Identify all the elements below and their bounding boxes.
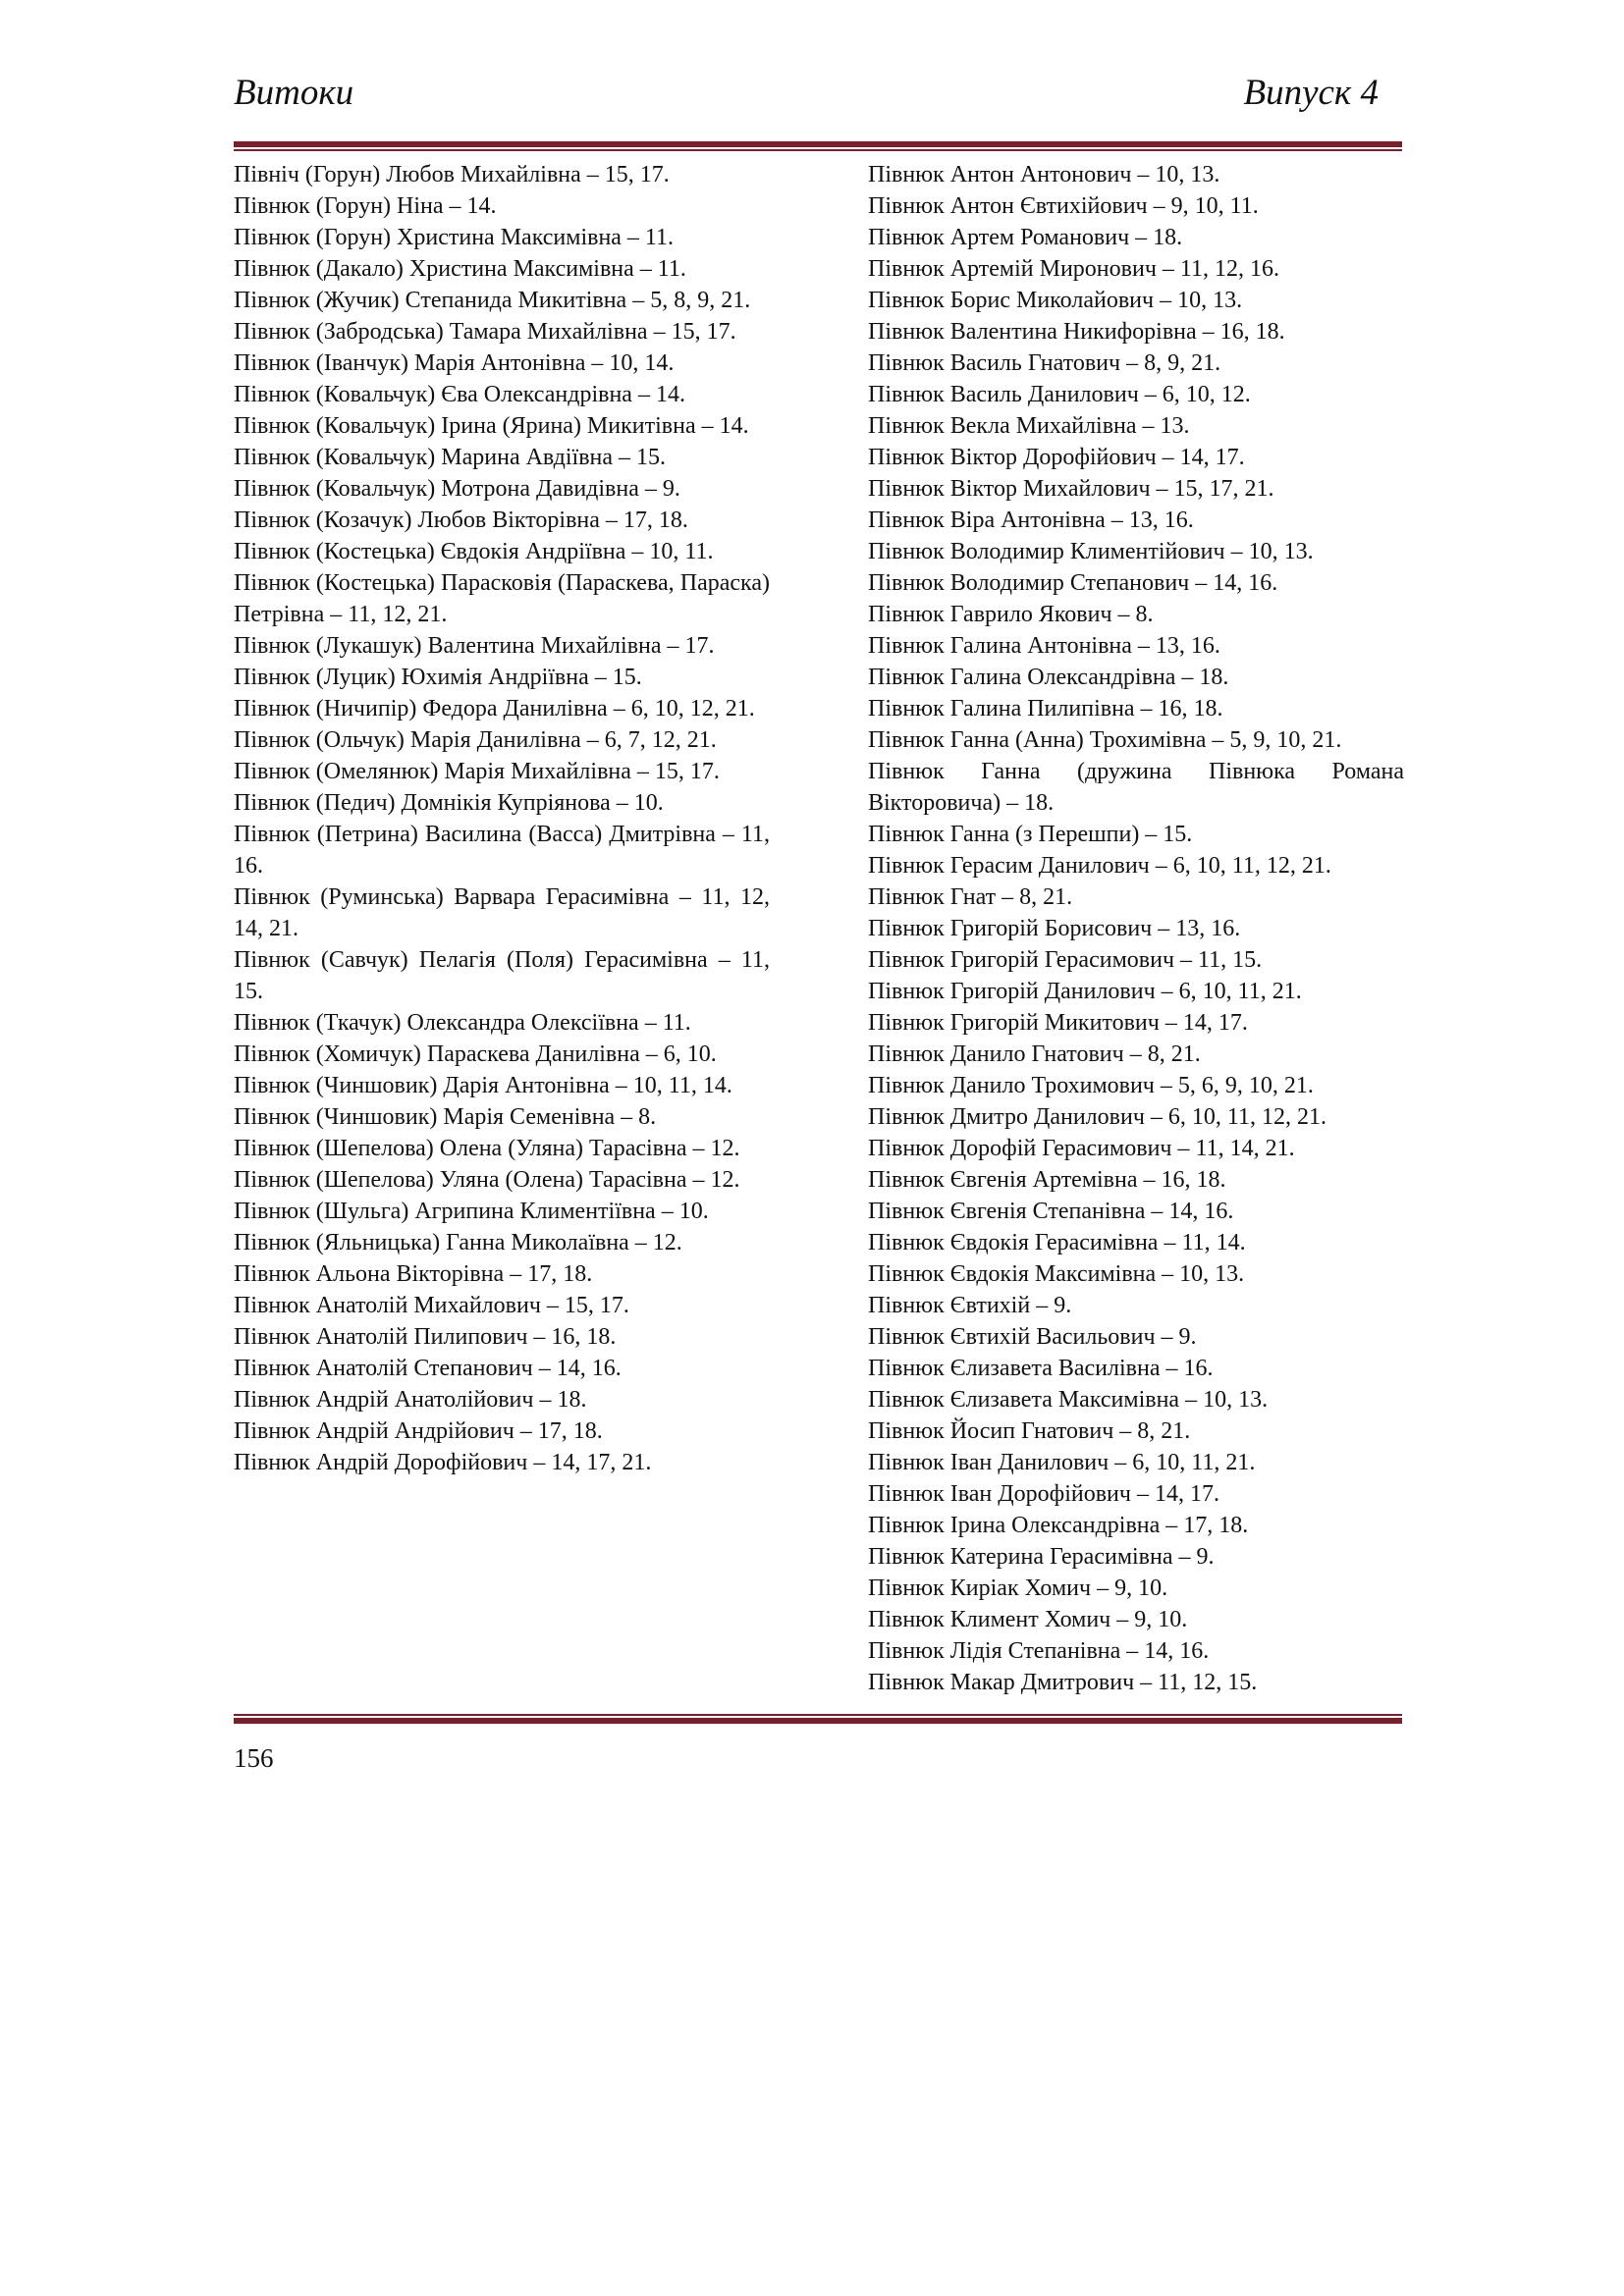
index-entry: Півнюк Іван Данилович – 6, 10, 11, 21.: [868, 1450, 1256, 1475]
index-entry: Півнюк Ганна (Анна) Трохимівна – 5, 9, 10, 21.: [868, 727, 1342, 753]
footer-divider: [234, 1714, 1402, 1724]
index-entry: Півнюк Віктор Михайлович – 15, 17, 21.: [868, 476, 1274, 502]
index-entry: Півнюк (Горун) Христина Максимівна – 11.: [234, 225, 675, 250]
index-entry: Півнюк Галина Антонівна – 13, 16.: [868, 633, 1220, 659]
index-entry: Півнюк (Ткачук) Олександра Олексіївна – 11.: [234, 1010, 691, 1036]
index-entry: Півнюк (Педич) Домнікія Купріянова – 10.: [234, 790, 664, 816]
index-entry: Півнюк (Ковальчук) Ірина (Ярина) Микитівна – 14.: [234, 413, 749, 439]
index-entry: Півнюк Григорій Микитович – 14, 17.: [868, 1010, 1248, 1036]
index-entry: Півнюк (Ольчук) Марія Данилівна – 6, 7, 12, 21.: [234, 727, 717, 753]
index-entry: Півнюк Василь Гнатович – 8, 9, 21.: [868, 350, 1221, 376]
index-entry: Півнюк Макар Дмитрович – 11, 12, 15.: [868, 1670, 1258, 1695]
index-entry: Півнюк Дмитро Данилович – 6, 10, 11, 12, 21.: [868, 1104, 1326, 1130]
index-entry: Півнюк Артемій Миронович – 11, 12, 16.: [868, 256, 1280, 282]
index-entry: Півнюк Євгенія Артемівна – 16, 18.: [868, 1167, 1226, 1193]
index-entry: Півнюк (Ковальчук) Марина Авдіївна – 15.: [234, 445, 667, 470]
index-entry: Півнюк (Іванчук) Марія Антонівна – 10, 14.: [234, 350, 675, 376]
running-header-issue: Випуск 4: [1243, 73, 1379, 113]
index-entry: Півнюк (Горун) Ніна – 14.: [234, 193, 497, 219]
index-entry: Півнюк (Петрина) Василина (Васса) Дмитрівна – 11, 16.: [234, 822, 770, 879]
index-entry: Півнюк Ганна (з Перешпи) – 15.: [868, 822, 1193, 847]
index-entry: Півнюк (Хомичук) Параскева Данилівна – 6, 10.: [234, 1041, 717, 1067]
index-entry: Півнюк Єлизавета Максимівна – 10, 13.: [868, 1387, 1269, 1413]
index-entry: Півнюк Данило Гнатович – 8, 21.: [868, 1041, 1201, 1067]
index-entry: Півнюк Катерина Герасимівна – 9.: [868, 1544, 1215, 1570]
index-entry: Півнюк (Омелянюк) Марія Михайлівна – 15, 17.: [234, 759, 720, 784]
index-entry: Півнюк Дорофій Герасимович – 11, 14, 21.: [868, 1136, 1295, 1161]
index-entry: Півнюк Євдокія Герасимівна – 11, 14.: [868, 1230, 1246, 1255]
index-entry: Північ (Горун) Любов Михайлівна – 15, 17.: [234, 162, 670, 187]
index-entry: Півнюк (Забродська) Тамара Михайлівна – 15, 17.: [234, 319, 736, 345]
index-entry: Півнюк Киріак Хомич – 9, 10.: [868, 1575, 1168, 1601]
index-entry: Півнюк (Костецька) Парасковія (Параскева, Параска) Петрівна – 11, 12, 21.: [234, 570, 770, 627]
index-entry: Півнюк Альона Вікторівна – 17, 18.: [234, 1261, 593, 1287]
index-entry: Півнюк Володимир Климентійович – 10, 13.: [868, 539, 1314, 564]
index-entry: Півнюк (Костецька) Євдокія Андріївна – 10, 11.: [234, 539, 714, 564]
index-entry: Півнюк Григорій Герасимович – 11, 15.: [868, 947, 1263, 973]
index-entry: Півнюк Артем Романович – 18.: [868, 225, 1183, 250]
index-entry: Півнюк Іван Дорофійович – 14, 17.: [868, 1481, 1219, 1507]
index-entry: Півнюк Йосип Гнатович – 8, 21.: [868, 1418, 1191, 1444]
index-entry: Півнюк Євдокія Максимівна – 10, 13.: [868, 1261, 1245, 1287]
index-entry: Півнюк (Руминська) Варвара Герасимівна – 11, 12, 14, 21.: [234, 884, 770, 941]
index-entry: Півнюк Єлизавета Василівна – 16.: [868, 1356, 1214, 1381]
index-entry: Півнюк Андрій Дорофійович – 14, 17, 21.: [234, 1450, 652, 1475]
index-entry: Півнюк Климент Хомич – 9, 10.: [868, 1607, 1188, 1632]
index-entry: Півнюк Ганна (дружина Півнюка Романа Вікторовича) – 18.: [868, 759, 1404, 816]
index-entry: Півнюк Герасим Данилович – 6, 10, 11, 12, 21.: [868, 853, 1331, 879]
page-number: 156: [234, 1743, 274, 1773]
index-entry: Півнюк Лідія Степанівна – 14, 16.: [868, 1638, 1210, 1664]
index-entry: Півнюк Анатолій Михайлович – 15, 17.: [234, 1293, 629, 1318]
index-entry: Півнюк Андрій Андрійович – 17, 18.: [234, 1418, 603, 1444]
index-entry: Півнюк Григорій Борисович – 13, 16.: [868, 916, 1241, 941]
index-entry: Півнюк Андрій Анатолійович – 18.: [234, 1387, 587, 1413]
index-entry: Півнюк (Яльницька) Ганна Миколаївна – 12.: [234, 1230, 682, 1255]
index-entry: Півнюк (Шульга) Агрипина Климентіївна – 10.: [234, 1199, 709, 1224]
index-entry: Півнюк Віктор Дорофійович – 14, 17.: [868, 445, 1245, 470]
index-entry: Півнюк Володимир Степанович – 14, 16.: [868, 570, 1278, 596]
index-entry: Півнюк Гаврило Якович – 8.: [868, 602, 1154, 627]
index-entry: Півнюк Валентина Никифорівна – 16, 18.: [868, 319, 1285, 345]
index-entry: Півнюк (Ковальчук) Єва Олександрівна – 14.: [234, 382, 685, 407]
index-entry: Півнюк (Дакало) Христина Максимівна – 11.: [234, 256, 686, 282]
index-entry: Півнюк Євгенія Степанівна – 14, 16.: [868, 1199, 1234, 1224]
index-entry: Півнюк (Ковальчук) Мотрона Давидівна – 9.: [234, 476, 680, 502]
index-entry: Півнюк Борис Миколайович – 10, 13.: [868, 288, 1243, 313]
index-entry: Півнюк Григорій Данилович – 6, 10, 11, 21.: [868, 979, 1302, 1004]
index-entry: Півнюк (Луцик) Юхимія Андріївна – 15.: [234, 665, 642, 690]
index-entry: Півнюк Галина Олександрівна – 18.: [868, 665, 1229, 690]
index-column-left: [234, 159, 770, 1478]
index-entry: Півнюк Анатолій Степанович – 14, 16.: [234, 1356, 622, 1381]
index-entry: Півнюк Євтихій Васильович – 9.: [868, 1324, 1197, 1350]
index-entry: Півнюк (Козачук) Любов Вікторівна – 17, 18.: [234, 507, 688, 533]
index-entry: Півнюк Антон Антонович – 10, 13.: [868, 162, 1220, 187]
index-entry: Півнюк (Савчук) Пелагія (Поля) Герасимівна – 11, 15.: [234, 947, 770, 1004]
running-header-title: Витоки: [234, 73, 354, 113]
index-entry: Півнюк Анатолій Пилипович – 16, 18.: [234, 1324, 617, 1350]
index-entry: Півнюк Антон Євтихійович – 9, 10, 11.: [868, 193, 1259, 219]
index-entry: Півнюк Гнат – 8, 21.: [868, 884, 1073, 910]
index-entry: Півнюк Ірина Олександрівна – 17, 18.: [868, 1513, 1249, 1538]
index-entry: Півнюк Василь Данилович – 6, 10, 12.: [868, 382, 1251, 407]
index-entry: Півнюк (Жучик) Степанида Микитівна – 5, 8, 9, 21.: [234, 288, 751, 313]
index-entry: Півнюк (Шепелова) Уляна (Олена) Тарасівна – 12.: [234, 1167, 740, 1193]
index-entry: Півнюк Галина Пилипівна – 16, 18.: [868, 696, 1223, 721]
index-entry: Півнюк (Чиншовик) Марія Семенівна – 8.: [234, 1104, 657, 1130]
header-divider: [234, 141, 1402, 151]
index-column-right: [868, 159, 1404, 1698]
index-entry: Півнюк Євтихій – 9.: [868, 1293, 1072, 1318]
index-entry: Півнюк (Ничипір) Федора Данилівна – 6, 10, 12, 21.: [234, 696, 755, 721]
index-entry: Півнюк Данило Трохимович – 5, 6, 9, 10, 21.: [868, 1073, 1314, 1098]
index-entry: Півнюк (Чиншовик) Дарія Антонівна – 10, 11, 14.: [234, 1073, 732, 1098]
index-entry: Півнюк (Шепелова) Олена (Уляна) Тарасівна – 12.: [234, 1136, 740, 1161]
index-entry: Півнюк Векла Михайлівна – 13.: [868, 413, 1190, 439]
index-entry: Півнюк Віра Антонівна – 13, 16.: [868, 507, 1194, 533]
index-entry: Півнюк (Лукашук) Валентина Михайлівна – 17.: [234, 633, 715, 659]
